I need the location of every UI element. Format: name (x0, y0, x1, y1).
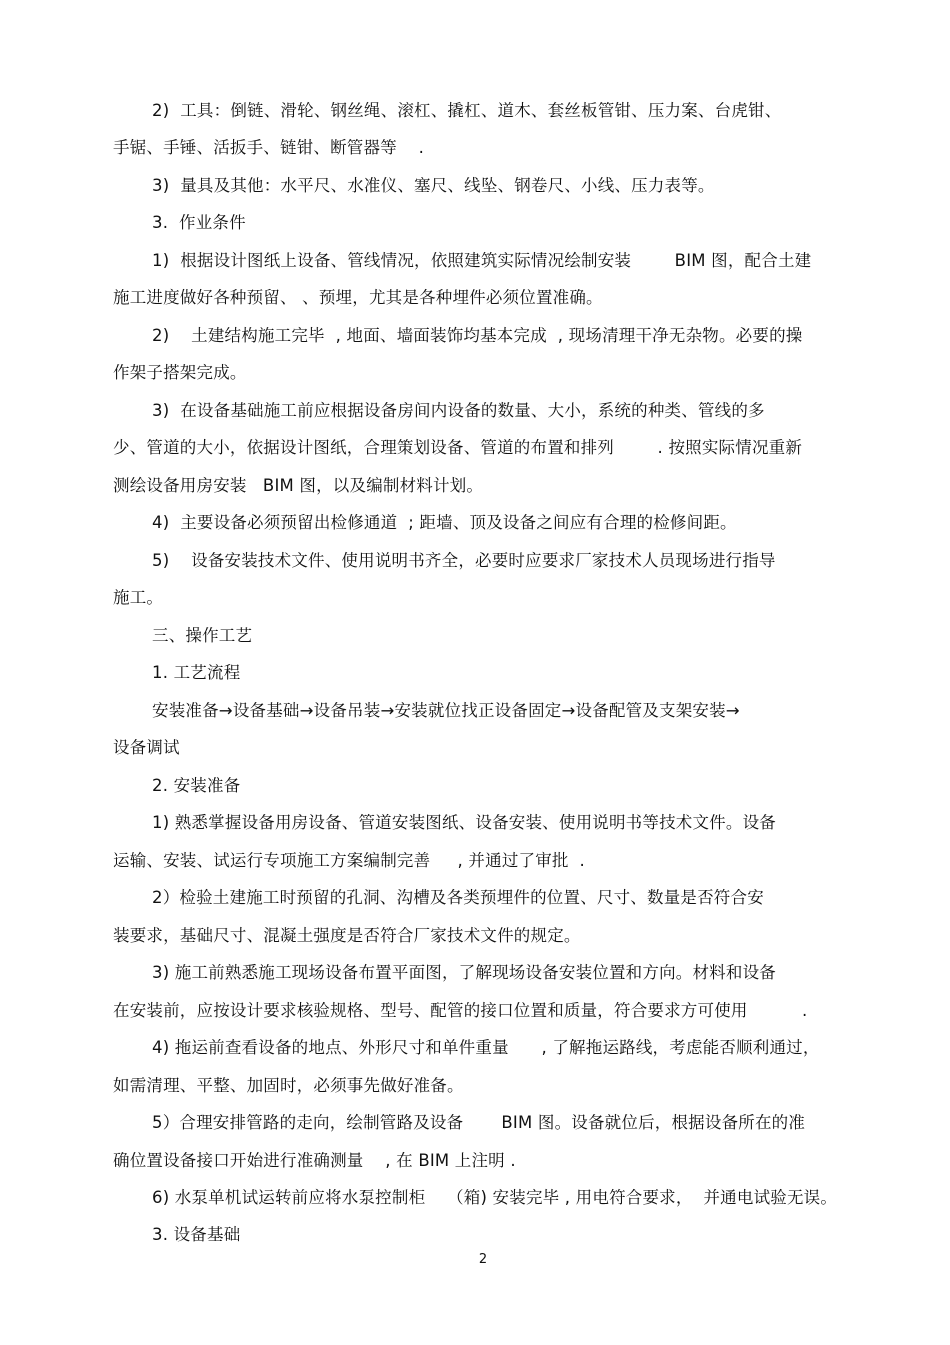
text-line: 在安装前，应按设计要求核验规格、型号、配管的接口位置和质量，符合要求方可使用 . (113, 1001, 808, 1020)
text-line: 装要求，基础尺寸、混凝土强度是否符合厂家技术文件的规定。 (113, 926, 581, 945)
text-line: 运输、安装、试运行专项施工方案编制完善 , 并通过了审批 . (113, 851, 585, 870)
section-heading: 三、操作工艺 (152, 626, 253, 645)
text-line: 如需清理、平整、加固时，必须事先做好准备。 (113, 1076, 464, 1095)
text-line: 施工。 (113, 588, 164, 607)
text-line: 5) 设备安装技术文件、使用说明书齐全，必要时应要求厂家技术人员现场进行指导 (152, 551, 776, 570)
process-flow-text: 安装准备→设备基础→设备吊装→安装就位找正设备固定→设备配管及支架安装→ (152, 701, 740, 720)
text-line: 6) 水泵单机试运转前应将水泵控制柜 （箱) 安装完毕 , 用电符合要求， 并通电试验无误。 (152, 1188, 838, 1207)
text-line: 1) 根据设计图纸上设备、管线情况，依照建筑实际情况绘制安装 BIM 图，配合土建 (152, 251, 812, 270)
section-heading: 3. 设备基础 (152, 1225, 241, 1244)
text-line: 2) 工具：倒链、滑轮、钢丝绳、滚杠、撬杠、道木、套丝板管钳、压力案、台虎钳、 (152, 101, 782, 120)
text-line: 4) 拖运前查看设备的地点、外形尺寸和单件重量 , 了解拖运路线，考虑能否顺利通过， (152, 1038, 820, 1057)
section-heading: 3. 作业条件 (152, 213, 246, 232)
text-line: 3) 量具及其他：水平尺、水准仪、塞尺、线坠、钢卷尺、小线、压力表等。 (152, 176, 715, 195)
text-line: 少、管道的大小，依据设计图纸，合理策划设备、管道的布置和排列 . 按照实际情况重新 (113, 438, 803, 457)
section-heading: 1. 工艺流程 (152, 663, 241, 682)
process-flow-text: 设备调试 (113, 738, 180, 757)
text-line: 2）检验土建施工时预留的孔洞、沟槽及各类预埋件的位置、尺寸、数量是否符合安 (152, 888, 764, 907)
text-line: 4) 主要设备必须预留出检修通道 ; 距墙、顶及设备之间应有合理的检修间距。 (152, 513, 737, 532)
text-line: 确位置设备接口开始进行准确测量 , 在 BIM 上注明 . (113, 1151, 516, 1170)
text-line: 3) 施工前熟悉施工现场设备布置平面图，了解现场设备安装位置和方向。材料和设备 (152, 963, 776, 982)
text-line: 作架子搭架完成。 (113, 363, 247, 382)
text-line: 施工进度做好各种预留、 、预埋，尤其是各种埋件必须位置准确。 (113, 288, 603, 307)
section-heading: 2. 安装准备 (152, 776, 241, 795)
text-line: 3) 在设备基础施工前应根据设备房间内设备的数量、大小，系统的种类、管线的多 (152, 401, 765, 420)
text-line: 5）合理安排管路的走向，绘制管路及设备 BIM 图。设备就位后，根据设备所在的准 (152, 1113, 806, 1132)
text-line: 测绘设备用房安装 BIM 图，以及编制材料计划。 (113, 476, 484, 495)
text-line: 2) 土建结构施工完毕 , 地面、墙面装饰均基本完成 , 现场清理干净无杂物。必要的操 (152, 326, 803, 345)
page-number: 2 (478, 1252, 488, 1267)
text-line: 1) 熟悉掌握设备用房设备、管道安装图纸、设备安装、使用说明书等技术文件。设备 (152, 813, 776, 832)
text-line: 手锯、手锤、活扳手、链钳、断管器等 . (113, 138, 425, 157)
